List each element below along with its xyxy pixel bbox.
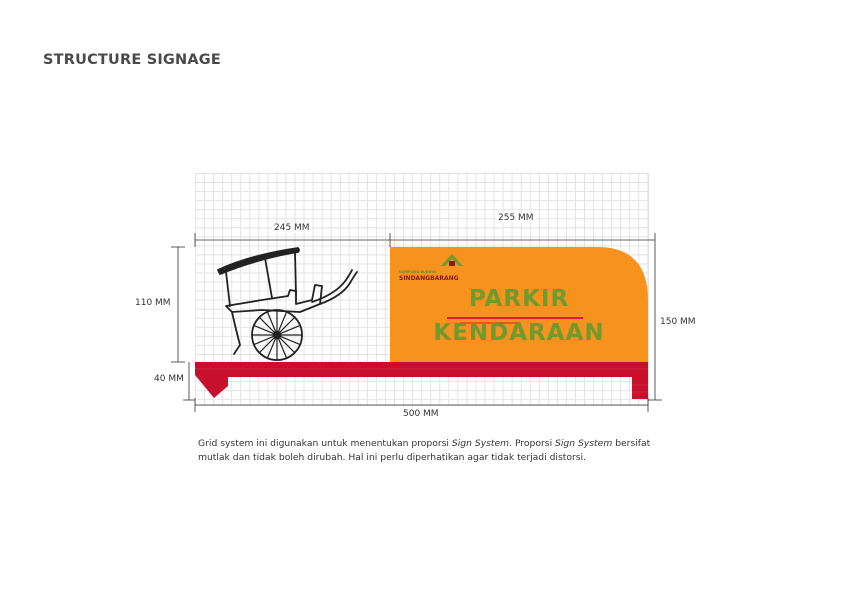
page-title: STRUCTURE SIGNAGE [43, 52, 222, 68]
carriage-illustration [218, 248, 357, 360]
dimension-label-110: 110 MM [135, 298, 171, 308]
logo-small-text: KAMPUNG BUDAYA [399, 270, 437, 274]
dimension-label-500: 500 MM [403, 409, 439, 419]
caption-part3: bersifat mutlak dan tidak boleh dirubah. Hal ini perlu diperhatikan agar tidak terjadi distorsi. [198, 438, 651, 463]
caption-part2: . Proporsi [509, 438, 556, 449]
caption-part1: Grid system ini digunakan untuk menentukan proporsi [198, 438, 452, 449]
caption [198, 437, 658, 464]
sign-logo [399, 271, 459, 282]
base-structure [195, 362, 648, 399]
dimension-label-40: 40 MM [154, 374, 184, 384]
sign-text-kendaraan: KENDARAAN [433, 320, 605, 346]
dimension-label-150: 150 MM [660, 317, 696, 327]
logo-name: SINDANGBARANG [399, 274, 459, 282]
sign-text-parkir: PARKIR [468, 286, 570, 312]
dimension-label-245: 245 MM [274, 223, 310, 233]
dimension-label-255: 255 MM [498, 213, 534, 223]
caption-em2: Sign System [555, 438, 613, 449]
caption-em1: Sign System [451, 438, 510, 449]
